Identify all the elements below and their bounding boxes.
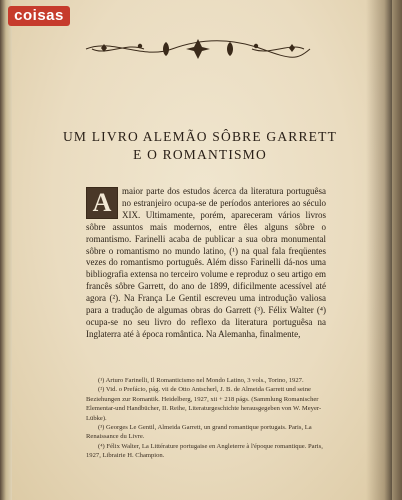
footnotes (86, 376, 326, 461)
footnote-3: (³) Georges Le Gentil, Almeida Garrett, un grand romantique portugais. Paris, La Renaissance du Livre. (86, 424, 312, 441)
watermark-logo: coisas (8, 6, 70, 26)
footnote-4: (⁴) Félix Walter, La Littérature portugaise en Angleterre à l'époque romantique. Paris, 1927, Librairie H. Champion. (86, 442, 323, 460)
drop-cap: A (86, 187, 118, 219)
floral-ornament-icon (82, 36, 314, 62)
body-text: maior parte dos estudos ácerca da literatura portuguêsa no estranjeiro ocupa-se de períodos anteriores ao século XIX. Ultimamente, porém, apareceram vários livros sôbre assuntos mais modernos, entre êles alguns sôbre o romantismo. Farinelli acaba de publicar a sua obra monumental sôbre o romantismo no mundo latino, (¹) na qual fala freqüentes vezes do romantismo português. Além disso Farinelli dá-nos uma bibliografia extensa no terceiro volume e reproduz o seu artigo em francês sôbre Garrett, do ano de 1899, dificilmente acessível até agora (²). Na França Le Gentil escreveu uma introdução valiosa para a tradução de algumas obras do Garrett (³). Félix Walter (⁴) ocupa-se no seu livro do reflexo da literatura portuguêsa na Inglaterra até à época romântica. Na Alemanha, finalmente, (86, 186, 326, 339)
page-title: UM LIVRO ALEMÃO SÔBRE GARRETT E O ROMANTISMO (62, 129, 338, 162)
body-paragraph (86, 186, 326, 341)
spine-shadow (366, 0, 392, 500)
footnote-2: (²) Vid. o Prefácio, pág. vii de Otto Antscherl, J. B. de Almeida Garrett und seine Beziehungen zur Romantik. Heidelberg, 1927, xii + 218 págs. (Sammlung Romanischer Elementar-und Handbücher, II. Reihe, Literaturgeschichte herausgegeben von W. Meyer-Lübke). (86, 386, 322, 422)
footnote-1: (¹) Arturo Farinelli, Il Romanticismo nel Mondo Latino, 3 vols., Torino, 1927. (98, 377, 304, 384)
